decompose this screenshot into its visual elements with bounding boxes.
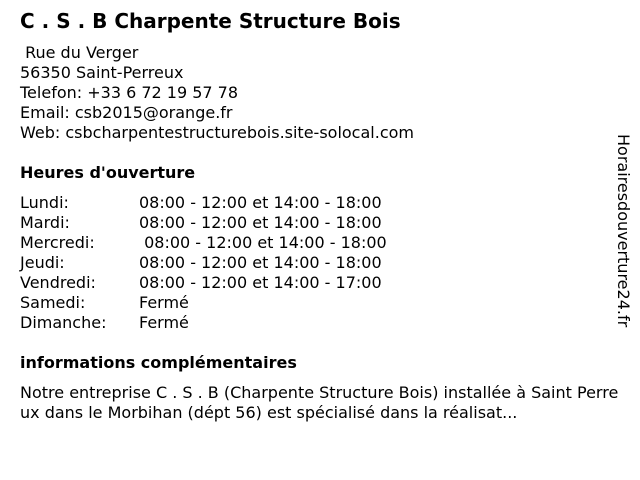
day-label: Mercredi: (20, 233, 95, 252)
day-label: Vendredi: (20, 273, 96, 292)
brand-text: Horairesdouverture24.fr (614, 134, 633, 328)
phone-line[interactable]: Telefon: +33 6 72 19 57 78 (20, 83, 239, 102)
contact-block (20, 43, 414, 143)
hours-value: 08:00 - 12:00 et 14:00 - 18:00 (139, 253, 382, 272)
day-label: Jeudi: (20, 253, 65, 272)
day-label: Mardi: (20, 213, 70, 232)
hours-row-mercredi (20, 233, 387, 253)
hours-value: 08:00 - 12:00 et 14:00 - 18:00 (139, 213, 382, 232)
hours-row-mardi (20, 213, 387, 233)
business-name: C . S . B Charpente Structure Bois (20, 9, 401, 33)
hours-value: 08:00 - 12:00 et 14:00 - 18:00 (139, 233, 387, 252)
info-description: Notre entreprise C . S . B (Charpente Structure Bois) installée à Saint Perreux dans le Morbihan (dépt 56) est spécialisé dans la réalisat... (20, 383, 619, 422)
info-heading: informations complémentaires (20, 353, 297, 372)
web-line[interactable]: Web: csbcharpentestructurebois.site-solocal.com (20, 123, 414, 142)
hours-heading: Heures d'ouverture (20, 163, 196, 182)
hours-value: 08:00 - 12:00 et 14:00 - 17:00 (139, 273, 382, 292)
day-label: Samedi: (20, 293, 86, 312)
hours-table (20, 193, 387, 333)
brand-watermark (614, 134, 634, 346)
day-label: Lundi: (20, 193, 69, 212)
hours-row-samedi (20, 293, 387, 313)
email-line[interactable]: Email: csb2015@orange.fr (20, 103, 233, 122)
hours-row-vendredi (20, 273, 387, 293)
hours-row-lundi (20, 193, 387, 213)
hours-row-jeudi (20, 253, 387, 273)
hours-value: 08:00 - 12:00 et 14:00 - 18:00 (139, 193, 382, 212)
address-street: Rue du Verger (20, 43, 139, 62)
hours-value: Fermé (139, 293, 189, 312)
day-label: Dimanche: (20, 313, 107, 332)
address-city: 56350 Saint-Perreux (20, 63, 184, 82)
hours-row-dimanche (20, 313, 387, 333)
hours-value: Fermé (139, 313, 189, 332)
